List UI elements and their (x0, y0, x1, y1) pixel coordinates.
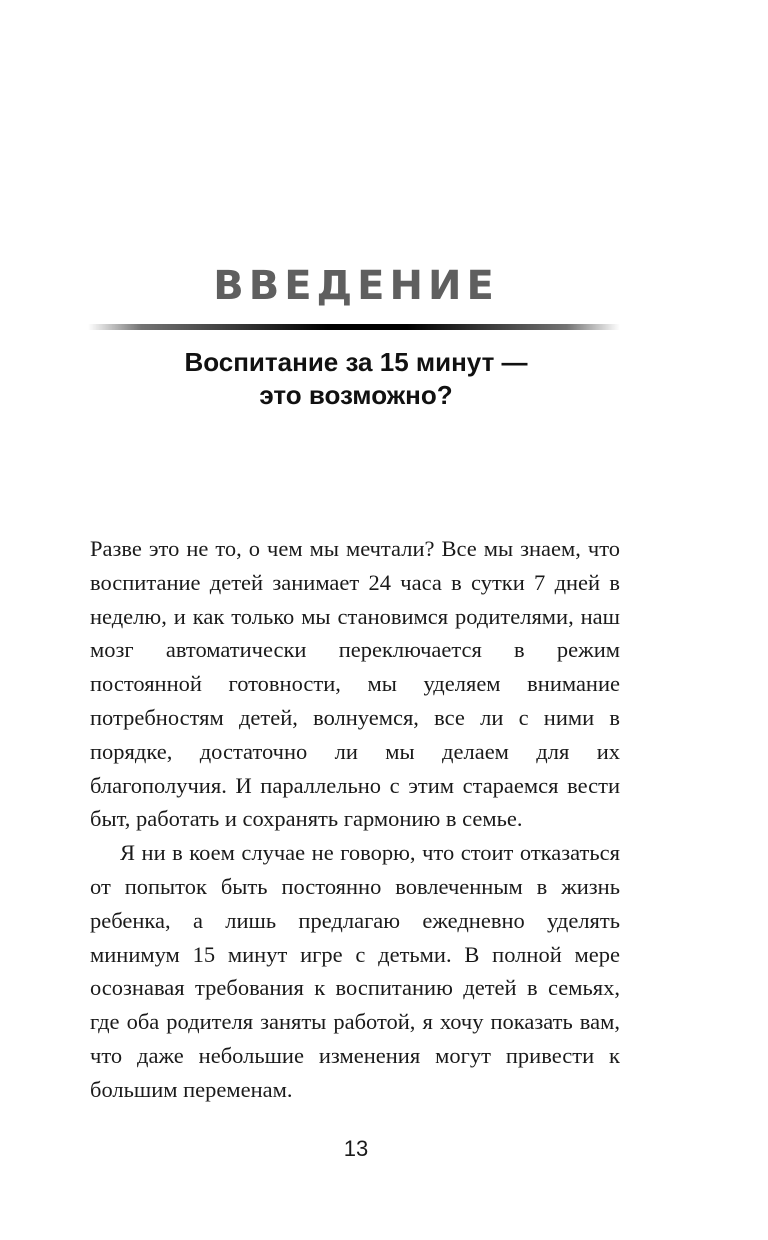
chapter-title: ВВЕДЕНИЕ (213, 263, 499, 309)
title-divider (88, 324, 620, 330)
page-number: 13 (343, 1136, 369, 1161)
section-title-line-2: это возможно? (259, 380, 453, 410)
body-text (90, 532, 620, 1107)
section-title-line-1: Воспитание за 15 минут — (184, 347, 528, 377)
paragraph-2: Я ни в коем случае не говорю, что стоит отказаться от попыток быть постоянно вовлеченным в жизнь ребенка, а лишь предлагаю ежедневно уделять минимум 15 минут игре с детьми. В полной мере осознавая требования к воспитанию детей в семьях, где оба родителя заняты работой, я хочу показать вам, что даже небольшие изменения могут привести к большим переменам. (90, 840, 620, 1102)
section-title (0, 346, 712, 412)
paragraph-1: Разве это не то, о чем мы мечтали? Все мы знаем, что воспитание детей занимает 24 часа в сутки 7 дней в неделю, и как только мы становимся родителями, наш мозг автоматически переключается в режим постоянной готовности, мы уделяем внимание потребностям детей, волнуемся, все ли с ними в порядке, достаточно ли мы делаем для их благополучия. И параллельно с этим стараемся вести быт, работать и сохранять гармонию в семье. (90, 536, 620, 832)
